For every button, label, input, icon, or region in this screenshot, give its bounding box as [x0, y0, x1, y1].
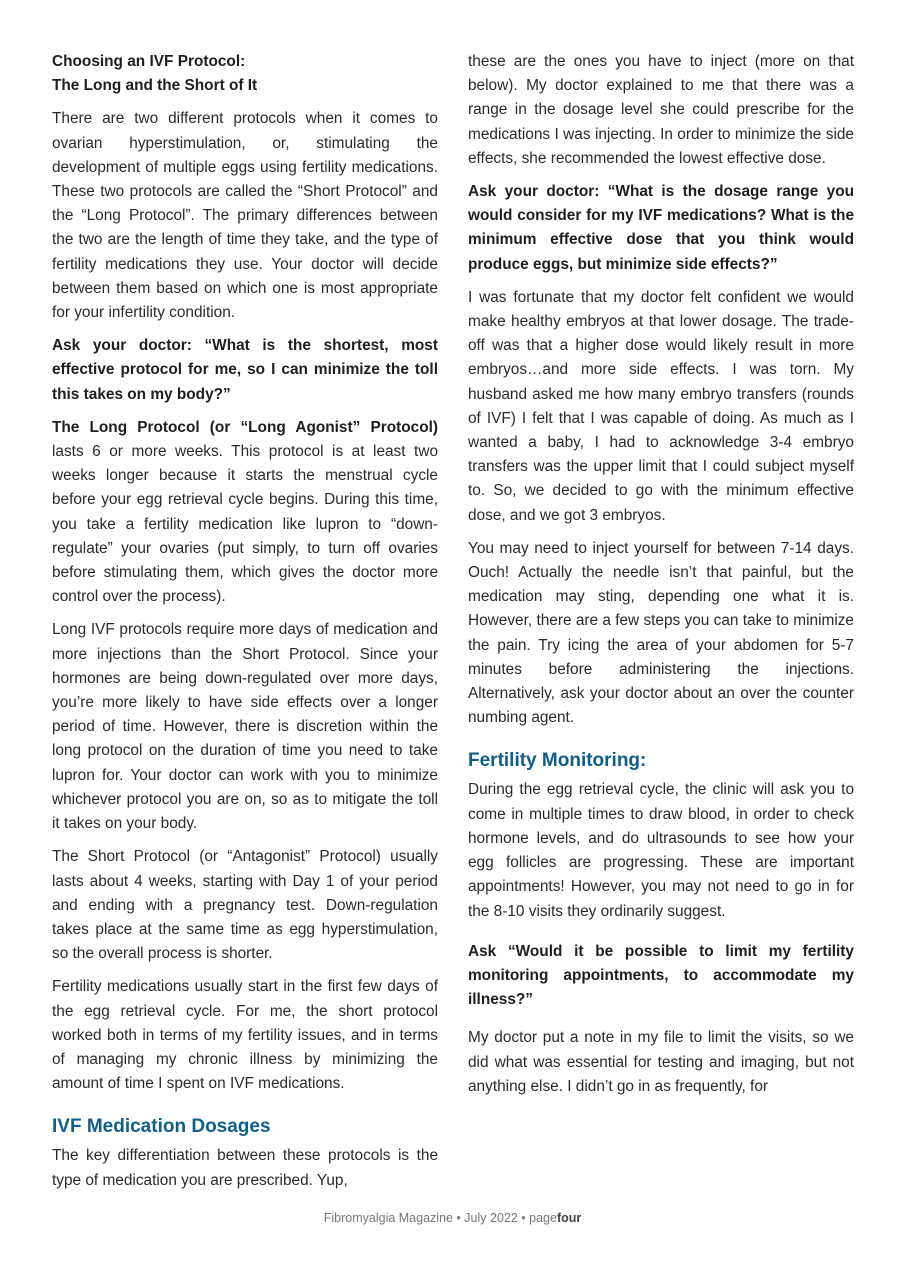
- right-column: [468, 50, 854, 1202]
- paragraph: You may need to inject yourself for between 7-14 days. Ouch! Actually the needle isn’t that painful, but the medication may sting, depending one what it is. However, there are a few steps you can take to minimize the pain. Try icing the area of your abdomen for 5-7 minutes before administering the injections. Alternatively, ask your doctor about an over the counter numbing agent.: [468, 539, 854, 727]
- paragraph: My doctor put a note in my file to limit the visits, so we did what was essential for testing and imaging, but not anything else. I didn’t go in as frequently, for: [468, 1029, 854, 1095]
- left-column: [52, 50, 438, 1202]
- paragraph: Fertility medications usually start in the first few days of the egg retrieval cycle. For me, the short protocol worked both in terms of my fertility issues, and in terms of managing my chronic illness by minimizing the amount of time I spent on IVF medications.: [52, 978, 438, 1093]
- paragraph-body: lasts 6 or more weeks. This protocol is at least two weeks longer because it starts the menstrual cycle before your egg retrieval cycle begins. During this time, you take a fertility medication like lupron to “down-regulate” your ovaries (put simply, to turn off ovaries before stimulating them, which gives the doctor more control over the process).: [52, 443, 438, 606]
- footer-text: Fibromyalgia Magazine • July 2022 • page: [323, 1210, 557, 1225]
- paragraph-lead: The Long Protocol (or “Long Agonist” Protocol): [52, 418, 438, 436]
- paragraph: these are the ones you have to inject (more on that below). My doctor explained to me that there was a range in the dosage level she could prescribe for the medications I was injecting. In order to minimize the side effects, she recommended the lowest effective dose.: [468, 53, 854, 167]
- paragraph: The key differentiation between these protocols is the type of medication you are prescribed. Yup,: [52, 1147, 438, 1189]
- ask-doctor-callout: Ask “Would it be possible to limit my fertility monitoring appointments, to accommodate my illness?”: [468, 942, 854, 1009]
- section-title: Fertility Monitoring:: [468, 750, 647, 772]
- page-footer: [0, 1202, 905, 1238]
- ask-doctor-callout: Ask your doctor: “What is the dosage range you would consider for my IVF medications? What is the minimum effective dose that you think would produce eggs, but minimize side effects?”: [468, 183, 854, 273]
- paragraph: [52, 416, 438, 610]
- section-heading: [52, 50, 438, 98]
- paragraph: I was fortunate that my doctor felt confident we would make healthy embryos at that lower dosage. The trade-off was that a higher dose would likely result in more embryos…and more side effects. I was torn. My husband asked me how many embryo transfers (rounds of IVF) I felt that I was capable of doing. As much as I wanted a baby, I had to acknowledge 3-4 embryo transfers was the upper limit that I could subject myself to. So, we decided to go with the minimum effective dose, and we got 3 embryos.: [468, 288, 854, 524]
- page-number: four: [556, 1210, 582, 1225]
- paragraph: Long IVF protocols require more days of medication and more injections than the Short Protocol. Since your hormones are being down-regulated over more days, you’re more likely to have side effects over a longer period of time. However, there is discretion within the long protocol on the duration of time you need to take lupron for. Your doctor can work with you to minimize whichever protocol you are on, so as to mitigate the toll it takes on your body.: [52, 621, 438, 833]
- paragraph: The Short Protocol (or “Antagonist” Protocol) usually lasts about 4 weeks, starting with Day 1 of your period and ending with a pregnancy test. Down-regulation takes place at the same time as egg hyperstimulation, so the overall process is shorter.: [52, 848, 438, 963]
- paragraph: During the egg retrieval cycle, the clinic will ask you to come in multiple times to draw blood, in order to check hormone levels, and do ultrasounds to see how your egg follicles are progressing. These are important appointments! However, you may not need to go in for the 8-10 visits they ordinarily suggest.: [468, 781, 854, 920]
- heading-line: Choosing an IVF Protocol:: [52, 53, 246, 70]
- paragraph: There are two different protocols when it comes to ovarian hyperstimulation, or, stimulating the development of multiple eggs using fertility medications. These two protocols are called the “Short Protocol” and the “Long Protocol”. The primary differences between the two are the length of time they take, and the type of fertility medications they use. Your doctor will decide between them based on which one is most appropriate for your infertility condition.: [52, 110, 438, 322]
- heading-line: The Long and the Short of It: [52, 77, 258, 95]
- ask-doctor-callout: Ask your doctor: “What is the shortest, most effective protocol for me, so I can minimize the toll this takes on my body?”: [52, 337, 438, 403]
- section-title: IVF Medication Dosages: [52, 1116, 271, 1138]
